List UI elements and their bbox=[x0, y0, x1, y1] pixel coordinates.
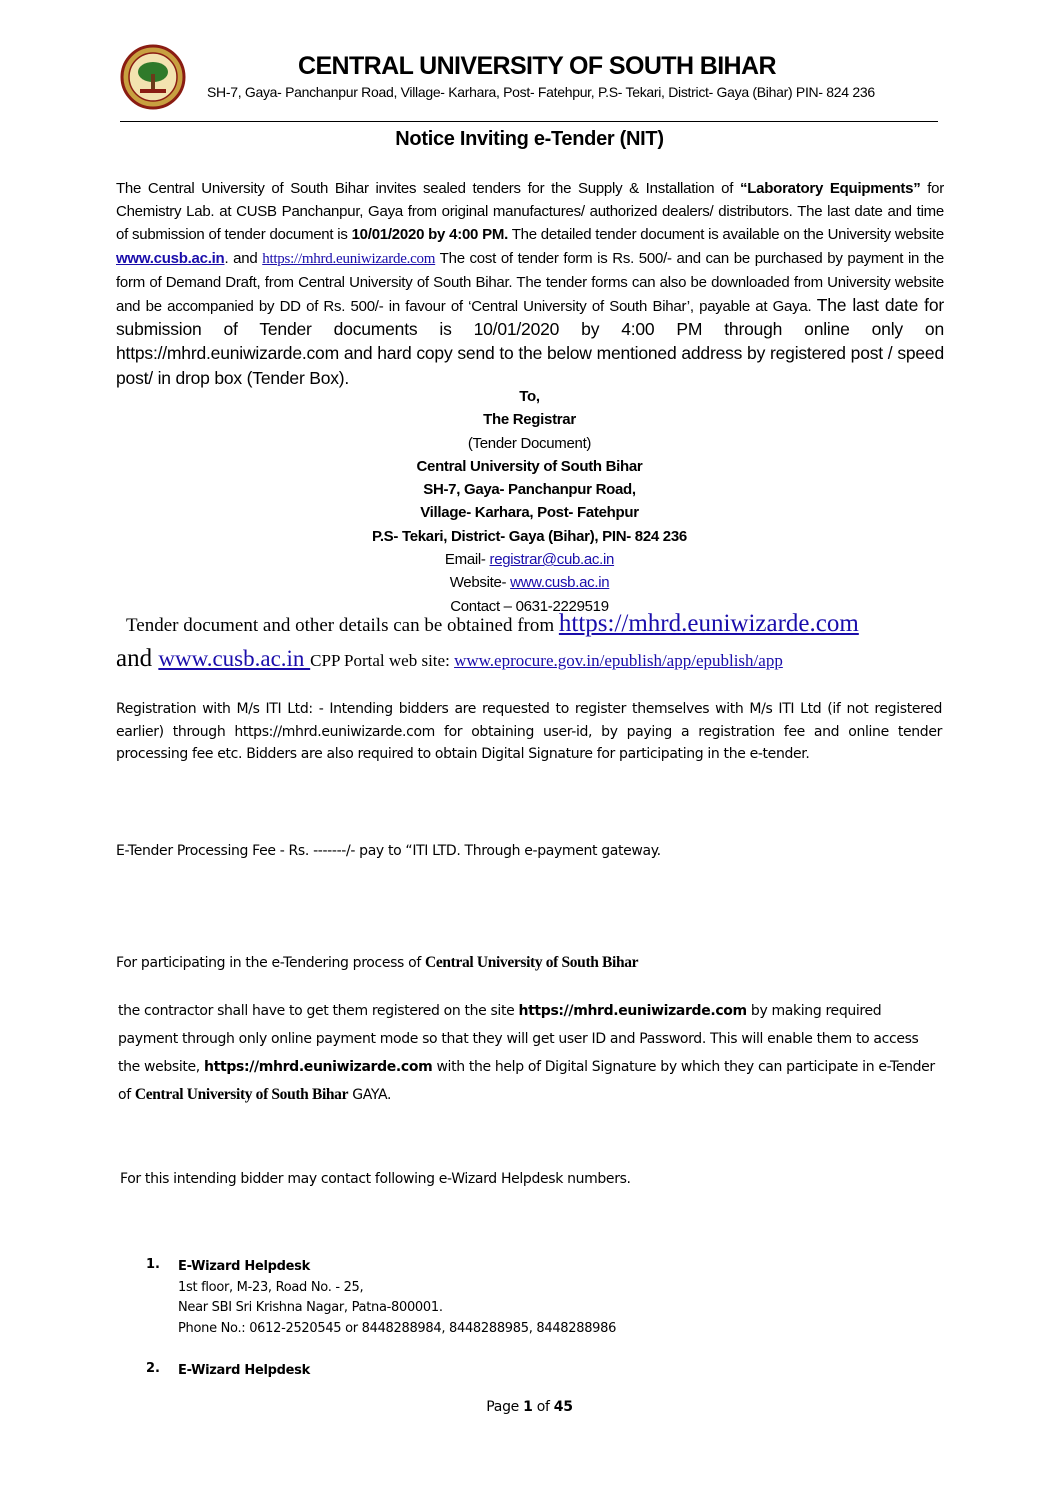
eprocure-link[interactable]: www.eprocure.gov.in/epublish/app/epublish/app bbox=[454, 651, 783, 670]
intro-submission-text: The last date for submission of Tender documents is 10/01/2020 by 4:00 PM through online only on https://mhrd.euniwizarde.com and hard copy send to the below mentioned address by registered post / speed post/ in drop box (Tender Box). bbox=[116, 295, 944, 388]
address-email-line bbox=[0, 548, 1059, 571]
participate-text: For participating in the e-Tendering process of bbox=[116, 955, 425, 971]
cusb-website-link[interactable]: www.cusb.ac.in bbox=[116, 249, 225, 267]
helpdesk-title: E-Wizard Helpdesk bbox=[178, 1363, 310, 1378]
address-road: SH-7, Gaya- Panchanpur Road, bbox=[423, 481, 636, 499]
intro-text: The Central University of South Bihar invites sealed tenders for the Supply & Installation of bbox=[116, 180, 740, 197]
page-current: 1 bbox=[523, 1399, 533, 1415]
university-name: CENTRAL UNIVERSITY OF SOUTH BIHAR bbox=[298, 52, 776, 80]
registration-paragraph: Registration with M/s ITI Ltd: - Intending bidders are requested to register themselves with M/s ITI Ltd (if not registered earlier) through https://mhrd.euniwizarde.com for obtaining user-id, by paying a registration fee and online tender processing fee etc. Bidders are also required to obtain Digital Signature for participating in the e-tender. bbox=[116, 701, 942, 763]
intro-item-name: “Laboratory Equipments” bbox=[739, 180, 921, 197]
helpdesk-number: 1. bbox=[146, 1257, 160, 1272]
mhrd-link-large[interactable]: https://mhrd.euniwizarde.com bbox=[558, 610, 859, 637]
participate-university: Central University of South Bihar bbox=[425, 954, 639, 971]
helpdesk-address-line: 1st floor, M-23, Road No. - 25, bbox=[178, 1279, 364, 1295]
header-divider bbox=[120, 121, 938, 122]
obtain-text: Tender document and other details can be obtained from bbox=[126, 615, 559, 636]
website-label: Website- bbox=[449, 574, 511, 592]
university-address: SH-7, Gaya- Panchanpur Road, Village- Karhara, Post- Fatehpur, P.S- Tekari, District- Gaya (Bihar) PIN- 824 236 bbox=[207, 84, 875, 100]
intro-text: for Chemistry Lab. at CUSB Panchanpur, Gaya from original manufactures/ authorized dealers/ distributors. The last date and time of submission of tender document is bbox=[116, 180, 945, 244]
intro-text: The detailed tender document is available on the University website bbox=[508, 226, 944, 244]
obtain-line-2 bbox=[116, 645, 783, 673]
university-seal-icon bbox=[120, 44, 186, 110]
contractor-site-1: https://mhrd.euniwizarde.com bbox=[518, 1003, 747, 1019]
contractor-text: by making required payment through only online payment mode so that they will get user ID and Password. This will enable them to access the website, bbox=[118, 1003, 919, 1075]
address-village: Village- Karhara, Post- Fatehpur bbox=[420, 504, 639, 522]
cusb-link-large[interactable]: www.cusb.ac.in bbox=[158, 646, 311, 671]
intro-text: The cost of tender form is Rs. 500/- and can be purchased by payment in the form of Demand Draft, from Central University of South Bihar. The tender forms can also be downloaded from University website and be accompanied by DD of Rs. 500/- in favour of ‘Central University of South Bihar’, payable at Gaya. bbox=[116, 249, 944, 316]
helpdesk-item bbox=[178, 1361, 310, 1382]
address-to: To, bbox=[519, 388, 540, 405]
contractor-text: with the help of Digital Signature by which they can participate in e-Tender of bbox=[118, 1059, 935, 1103]
address-registrar: The Registrar bbox=[483, 411, 576, 429]
contractor-text: the contractor shall have to get them registered on the site bbox=[118, 1003, 519, 1019]
contractor-text: GAYA. bbox=[348, 1087, 392, 1103]
obtain-line-1 bbox=[126, 610, 859, 638]
address-contact: Contact – 0631-2229519 bbox=[450, 597, 609, 615]
address-block bbox=[0, 385, 1059, 618]
page-of: of bbox=[532, 1399, 554, 1415]
bidder-contact-line: For this intending bidder may contact following e-Wizard Helpdesk numbers. bbox=[120, 1171, 631, 1187]
intro-deadline: 10/01/2020 by 4:00 PM. bbox=[351, 226, 509, 244]
contractor-paragraph bbox=[118, 997, 944, 1109]
participate-line bbox=[116, 954, 638, 972]
address-website-link[interactable]: www.cusb.ac.in bbox=[510, 574, 610, 592]
intro-text: . and bbox=[224, 249, 263, 267]
obtain-and: and bbox=[116, 645, 159, 672]
helpdesk-phone: Phone No.: 0612-2520545 or 8448288984, 8448288985, 8448288986 bbox=[178, 1320, 617, 1336]
helpdesk-item bbox=[178, 1257, 616, 1339]
intro-paragraph bbox=[116, 177, 944, 391]
page-number bbox=[0, 1399, 1059, 1415]
address-university: Central University of South Bihar bbox=[416, 457, 643, 475]
processing-fee-line: E-Tender Processing Fee - Rs. -------/- pay to “ITI LTD. Through e-payment gateway. bbox=[116, 843, 661, 859]
helpdesk-number: 2. bbox=[146, 1361, 160, 1376]
helpdesk-title: E-Wizard Helpdesk bbox=[178, 1259, 310, 1274]
address-tender-document: (Tender Document) bbox=[467, 434, 592, 452]
helpdesk-address-line: Near SBI Sri Krishna Nagar, Patna-800001. bbox=[178, 1300, 443, 1315]
mhrd-website-link[interactable]: https://mhrd.euniwizarde.com bbox=[262, 250, 436, 267]
email-label: Email- bbox=[444, 551, 490, 569]
registrar-email-link[interactable]: registrar@cub.ac.in bbox=[489, 551, 615, 569]
page-label: Page bbox=[486, 1399, 524, 1415]
contractor-university: Central University of South Bihar bbox=[134, 1086, 349, 1103]
contractor-site-2: https://mhrd.euniwizarde.com bbox=[204, 1059, 433, 1075]
notice-title: Notice Inviting e-Tender (NIT) bbox=[395, 128, 664, 150]
address-website-line bbox=[0, 571, 1059, 594]
page-total: 45 bbox=[553, 1399, 573, 1415]
address-district: P.S- Tekari, District- Gaya (Bihar), PIN- 824 236 bbox=[372, 527, 687, 545]
cpp-portal-label: CPP Portal web site: bbox=[310, 651, 455, 670]
